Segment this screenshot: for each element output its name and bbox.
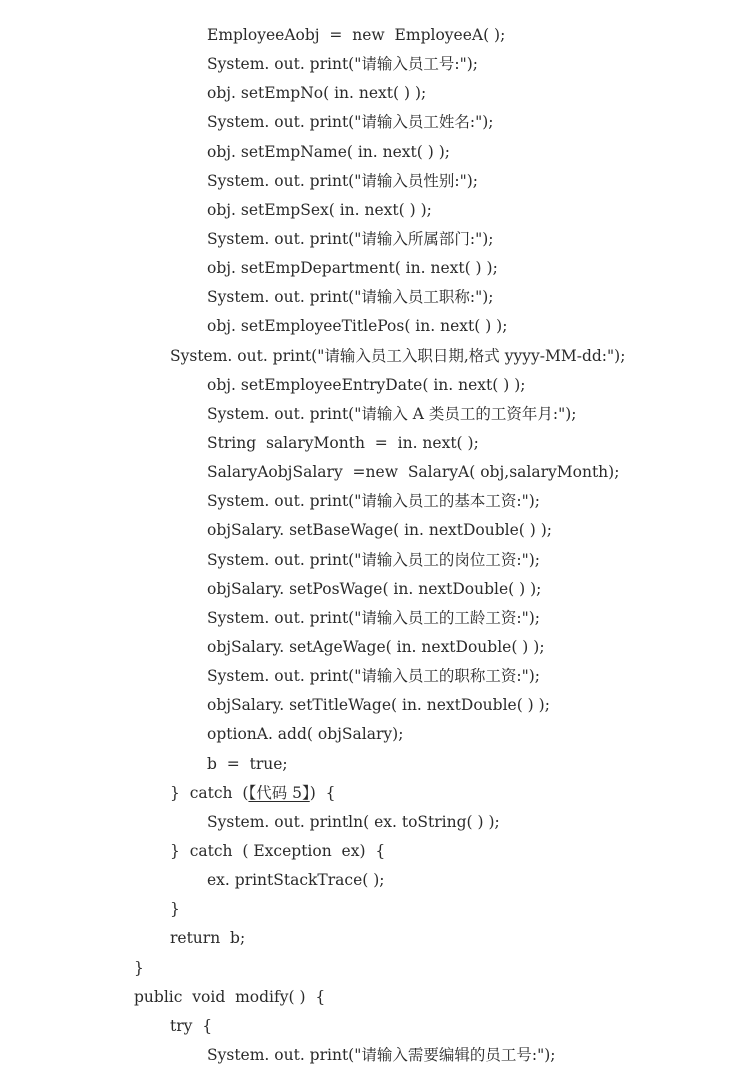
code-line: obj. setEmpDepartment( in. next( ) ); [207, 259, 498, 278]
code-line: SalaryAobjSalary =new SalaryA( obj,salaryMonth); [207, 463, 620, 482]
code-line: System. out. print("请输入员工入职日期,格式 yyyy-MM-dd:"); [170, 346, 626, 365]
code-line: try { [170, 1016, 213, 1035]
code-line: objSalary. setAgeWage( in. nextDouble( ) ); [207, 637, 545, 656]
code-line: System. out. print("请输入员工的基本工资:"); [207, 492, 540, 511]
code-line: optionA. add( objSalary); [207, 725, 404, 744]
code-line: public void modify( ) { [134, 987, 326, 1006]
code-line: obj. setEmpSex( in. next( ) ); [207, 200, 432, 219]
code-line: return b; [170, 929, 246, 948]
code-line: } [170, 900, 180, 919]
code-line: System. out. print("请输入 A 类员工的工资年月:"); [207, 404, 577, 423]
code-line: objSalary. setTitleWage( in. nextDouble( ) ); [207, 696, 550, 715]
code-line: String salaryMonth = in. next( ); [207, 433, 479, 452]
code-line: ex. printStackTrace( ); [207, 871, 385, 890]
code-line: b = true; [207, 754, 288, 773]
code-line: } catch ( Exception ex) { [170, 841, 386, 860]
code-line: System. out. print("请输入员工号:"); [207, 55, 478, 74]
code-line: obj. setEmployeeEntryDate( in. next( ) ); [207, 375, 526, 394]
code-listing [0, 21, 734, 1070]
code-line: System. out. print("请输入员工的工龄工资:"); [207, 608, 540, 627]
code-line: obj. setEmpName( in. next( ) ); [207, 142, 450, 161]
code-line: obj. setEmpNo( in. next( ) ); [207, 84, 427, 103]
code-line: System. out. print("请输入员工的职称工资:"); [207, 667, 540, 686]
code-line: System. out. println( ex. toString( ) ); [207, 812, 500, 831]
code-line: System. out. print("请输入需要编辑的员工号:"); [207, 1045, 556, 1064]
catch-open-text: } catch ( [170, 783, 249, 802]
code-line: System. out. print("请输入员工的岗位工资:"); [207, 550, 540, 569]
code-line: objSalary. setPosWage( in. nextDouble( ) ); [207, 579, 542, 598]
code-line: } [134, 958, 144, 977]
code-line: objSalary. setBaseWage( in. nextDouble( ) ); [207, 521, 553, 540]
code-line: System. out. print("请输入员工职称:"); [207, 288, 494, 307]
code-line-catch-blank [0, 779, 734, 808]
code-line: System. out. print("请输入员工姓名:"); [207, 113, 494, 132]
code-line: System. out. print("请输入员性别:"); [207, 171, 478, 190]
catch-close-text: ) { [309, 783, 336, 802]
code-blank-placeholder: 【代码 5】 [248, 783, 310, 802]
code-line: obj. setEmployeeTitlePos( in. next( ) ); [207, 317, 508, 336]
code-line: System. out. print("请输入所属部门:"); [207, 229, 494, 248]
code-line: EmployeeAobj = new EmployeeA( ); [207, 26, 506, 44]
